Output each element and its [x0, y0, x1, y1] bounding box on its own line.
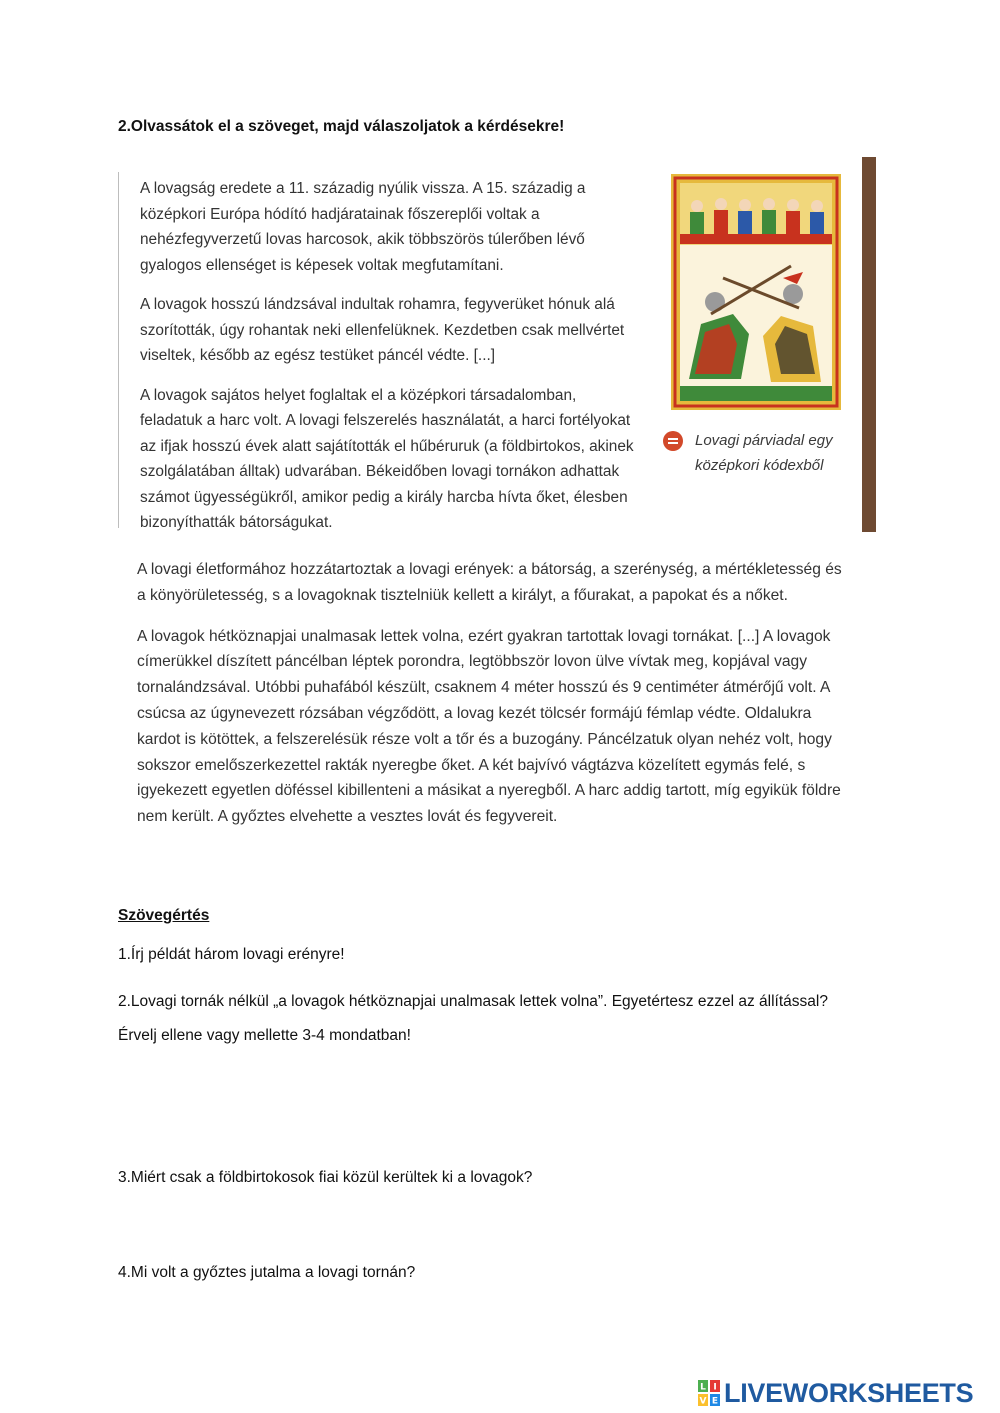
brand-mark-letter-1: L — [700, 1382, 706, 1393]
codex-ground — [680, 386, 832, 401]
question-4: 4.Mi volt a győztes jutalma a lovagi tornán? — [118, 1264, 416, 1281]
brand-mark-letter-3: V — [699, 1396, 707, 1406]
question-2: 2.Lovagi tornák nélkül „a lovagok hétköznapjai unalmasak lettek volna”. Egyetértesz ezzel az állítással? Érvelj ellene vagy mellette 3-4 mondatban! — [118, 993, 828, 1044]
textbook-excerpt-box — [118, 160, 878, 532]
box-paragraph-3: A lovagok sajátos helyet foglaltak el a középkori társadalomban, feladatuk a harc volt. A lovagi felszerelés használatát, a harci fortélyokat az ifjak hosszú évek alatt sajátították el hűbéruruk (a földbirtokos, akinek szolgálatában álltak) udvarában. Békeidőben lovagi tornákon adhattak számot ügyességükről, amikor pedig a király harcba hívta őket, élesben bizonyíthatták bátorságukat. — [140, 386, 634, 531]
box-left-rule — [118, 172, 119, 528]
codex-illustration — [671, 174, 841, 410]
page-title: 2.Olvassátok el a szöveget, majd válaszoljatok a kérdésekre! — [118, 118, 565, 135]
section-heading: Szövegértés — [118, 907, 210, 924]
main-text — [137, 557, 852, 845]
box-text — [140, 176, 640, 550]
liveworksheets-logo — [698, 1376, 994, 1410]
question-3: 3.Miért csak a földbirtokosok fiai közül kerültek ki a lovagok? — [118, 1169, 533, 1186]
main-paragraph-1: A lovagi életformához hozzátartoztak a lovagi erények: a bátorság, a szerénység, a mértékletesség és a könyörületesség, s a lovagoknak tisztelniük kellett a királyt, a főurakat, a papokat és a nőket. — [137, 561, 842, 604]
question-1: 1.Írj példát három lovagi erényre! — [118, 946, 345, 963]
brand-mark-letter-4: E — [711, 1396, 719, 1406]
brand-mark-icon — [698, 1380, 720, 1406]
brand-mark-letter-2: I — [713, 1382, 717, 1393]
brand-name: LIVEWORKSHEETS — [724, 1378, 974, 1408]
box-paragraph-2: A lovagok hosszú lándzsával indultak rohamra, fegyverüket hónuk alá szorították, úgy rohantak neki ellenfelüknek. Kezdetben csak mellvértet viseltek, később az egész testüket páncél védte. [...] — [140, 296, 625, 364]
caption-equals-icon — [663, 431, 683, 451]
codex-balustrade — [680, 234, 832, 244]
box-paragraph-1: A lovagság eredete a 11. századig nyúlik vissza. A 15. századig a középkori Európa hódító hadjáratainak főszereplői voltak a nehézfegyverzetű lovas harcosok, akik többszörös túlerőben lévő gyalogos ellenséget is képesek voltak megfutamítani. — [140, 180, 586, 274]
caption-text: Lovagi párviadal egy középkori kódexből — [695, 432, 833, 474]
main-paragraph-2: A lovagok hétköznapjai unalmasak lettek volna, ezért gyakran tartottak lovagi tornákat. [...] A lovagok címerükkel díszített páncélban léptek porondra, legtöbbször lovon ülve vívtak meg, kopjával vagy tornalándzsával. Utóbbi puhafából készült, csaknem 4 méter hosszú és 9 centiméter átmérőjű volt. A csúcsa az úgynevezett rózsában végződött, a lovag kezét tölcsér formájú fémlap védte. Oldalukra kardot is kötöttek, a felszerelésük része volt a tőr és a buzogány. Páncélzatuk olyan nehéz volt, hogy sokszor emelőszerkezettel rakták nyeregbe őket. A két bajvívó vágtázva közelített egymás felé, s igyekezett egyetlen döféssel kibillenteni a másikat a nyeregből. A harc addig tartott, míg egyikük földre nem került. A győztes elvehette a vesztes lovát és fegyvereit. — [137, 627, 841, 826]
